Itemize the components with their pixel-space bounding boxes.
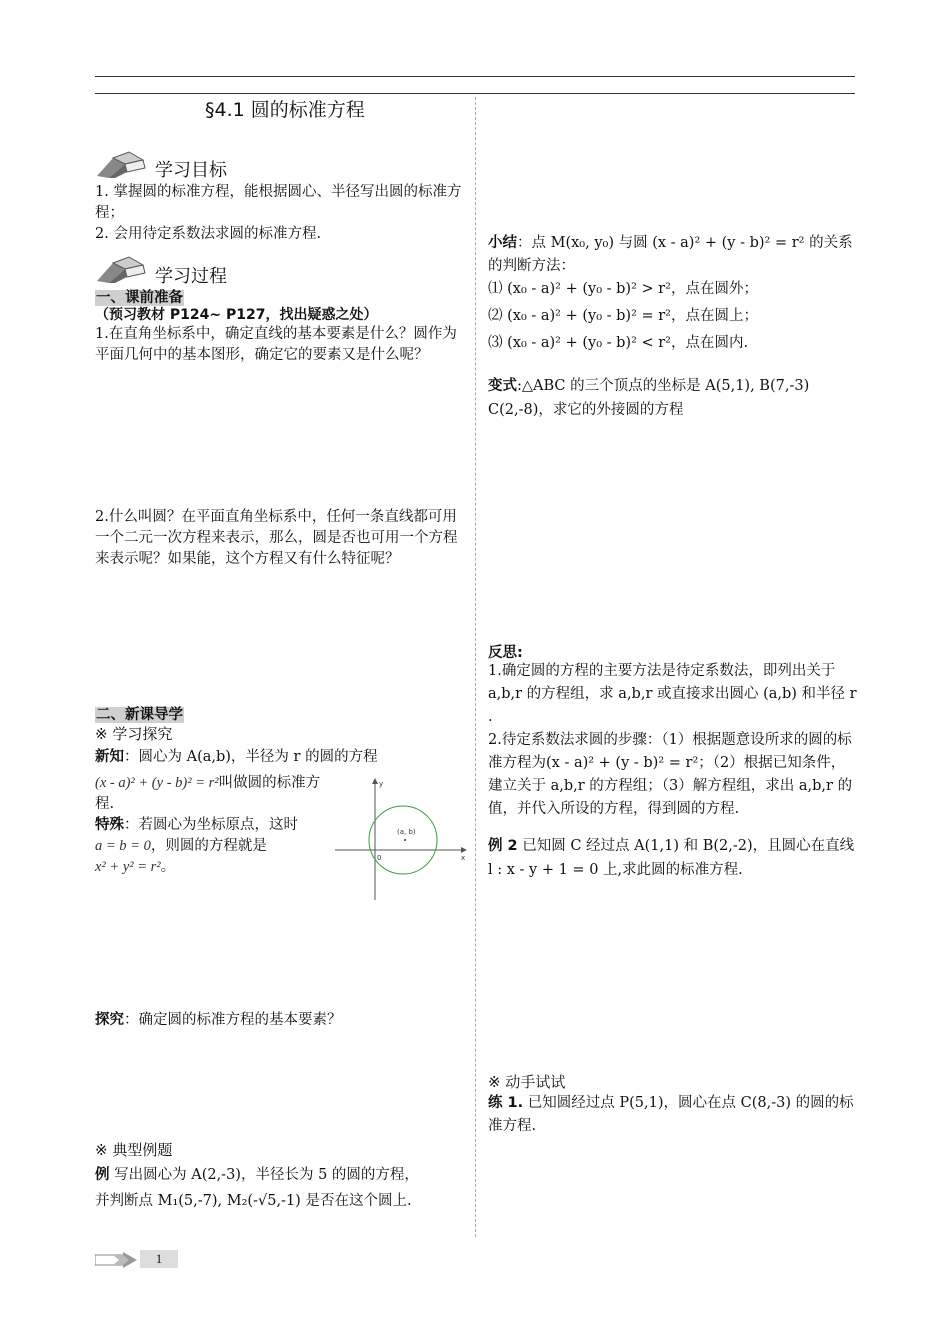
new-lesson-header <box>95 705 184 726</box>
special-equation: x² + y² = r² <box>95 859 161 875</box>
summary-case-on: ⑵ (x₀ - a)² + (y₀ - b)² = r²，点在圆上； <box>488 308 758 324</box>
special-case <box>95 815 327 878</box>
practice-label: 练 1. <box>488 1095 524 1111</box>
variant-text-1: :△ABC 的三个顶点的坐标是 A(5,1), B(7,-3) <box>517 378 810 394</box>
goal-item-2: 2. 会用待定系数法求圆的标准方程. <box>95 226 322 242</box>
example-2-text: 已知圆 C 经过点 A(1,1) 和 B(2,-2)，且圆心在直线 l : x - y + 1 = 0 上,求此圆的标准方程. <box>488 838 855 878</box>
y-axis-arrow <box>372 778 378 784</box>
reflect-item-1: 1.确定圆的方程的主要方法是待定系数法，即列出关于 a,b,r 的方程组，求 a,b,r 或直接求出圆心 (a,b) 和半径 r . <box>488 663 857 725</box>
y-label: y <box>379 780 384 788</box>
book-icon <box>95 150 151 178</box>
example-2 <box>488 834 858 882</box>
prep-header-label: 一、课前准备 <box>96 290 183 306</box>
question-2: 2.什么叫圆？在平面直角坐标系中，任何一条直线都可用一个二元一次方程来表示，那么，圆是否也可用一个方程来表示呢？如果能，这个方程又有什么特征呢？ <box>95 509 458 567</box>
special-text-2: ，则圆的方程就是 <box>150 838 267 854</box>
special-text: ：若圆心为坐标原点，这时 <box>124 817 298 833</box>
summary-case-outside: ⑴ (x₀ - a)² + (y₀ - b)² > r²，点在圆外； <box>488 281 758 297</box>
new-knowledge-label: 新知 <box>95 749 124 765</box>
probe-label: 探究 <box>95 1012 124 1028</box>
goals-list <box>95 182 467 245</box>
special-label: 特殊 <box>95 817 124 833</box>
example-1 <box>95 1162 467 1214</box>
summary-case-inside: ⑶ (x₀ - a)² + (y₀ - b)² < r²，点在圆内. <box>488 335 749 351</box>
special-end: 。 <box>160 859 176 875</box>
try-header: ※ 动手试试 <box>488 1073 566 1091</box>
summary-text: ：点 M(x₀, y₀) 与圆 (x - a)² + (y - b)² = r² 的关系的判断方法： <box>488 235 853 274</box>
circle-equation: (x - a)² + (y - b)² = r² <box>95 775 219 791</box>
goals-header: 学习目标 <box>155 160 227 181</box>
new-knowledge <box>95 747 465 768</box>
book-icon <box>95 255 151 283</box>
top-rule-1 <box>95 76 855 77</box>
summary-cases <box>488 276 858 357</box>
reflect-item-2: 2.待定系数法求圆的步骤：（1）根据题意设所求的圆的标准方程为(x - a)² + (y - b)² = r²；（2）根据已知条件，建立关于 a,b,r 的方程组；（3）解方程组，求出 a,b,r 的值，并代入所设的方程，得到圆的方程. <box>488 732 853 817</box>
new-knowledge-tail: 叫做圆的标准方程. <box>95 775 321 812</box>
page-title: §4.1 圆的标准方程 <box>205 99 365 121</box>
example-header: ※ 典型例题 <box>95 1141 173 1159</box>
top-rule-2 <box>95 93 855 94</box>
variant-label: 变式 <box>488 378 517 394</box>
practice-1 <box>488 1092 858 1138</box>
x-label: x <box>461 854 466 862</box>
center-label: (a, b) <box>397 828 416 836</box>
circle-shape <box>369 806 437 874</box>
goal-item-1: 1. 掌握圆的标准方程，能根据圆心、半径写出圆的标准方程； <box>95 184 462 221</box>
new-lesson-label: 二、新课导学 <box>96 707 183 723</box>
summary <box>488 232 858 278</box>
example-label: 例 <box>95 1167 110 1183</box>
example-text-2: 并判断点 M₁(5,-7), M₂(-√5,-1) 是否在这个圆上. <box>95 1193 412 1209</box>
practice-text: 已知圆经过点 P(5,1)，圆心在点 C(8,-3) 的圆的标准方程. <box>488 1095 854 1134</box>
variant-text-2: C(2,-8)，求它的外接圆的方程 <box>488 402 684 418</box>
page-number: 1 <box>140 1250 178 1268</box>
new-knowledge-text: ：圆心为 A(a,b)，半径为 r 的圆的方程 <box>124 749 378 765</box>
new-knowledge-eq-line <box>95 773 330 815</box>
reflect-header: 反思: <box>488 645 523 661</box>
variant <box>488 374 858 422</box>
center-point <box>404 839 406 841</box>
origin-label: 0 <box>377 854 382 862</box>
special-condition: a = b = 0 <box>95 838 151 854</box>
summary-label: 小结 <box>488 235 517 251</box>
prep-note: （预习教材 P124~ P127，找出疑惑之处） <box>95 307 378 323</box>
question-1: 1.在直角坐标系中，确定直线的基本要素是什么？圆作为平面几何中的基本图形，确定它的要素又是什么呢？ <box>95 326 457 363</box>
arrow-icon <box>95 1252 139 1268</box>
reflect-body <box>488 660 858 821</box>
x-axis-arrow <box>461 847 467 853</box>
explore-header: ※ 学习探究 <box>95 725 173 743</box>
probe <box>95 1010 342 1031</box>
example-text-1: 写出圆心为 A(2,-3)，半径长为 5 的圆的方程， <box>109 1167 419 1183</box>
example-2-label: 例 2 <box>488 838 518 854</box>
circle-figure <box>335 778 467 902</box>
probe-text: ：确定圆的标准方程的基本要素？ <box>124 1012 342 1028</box>
column-divider <box>475 97 476 1237</box>
process-header: 学习过程 <box>155 266 227 287</box>
